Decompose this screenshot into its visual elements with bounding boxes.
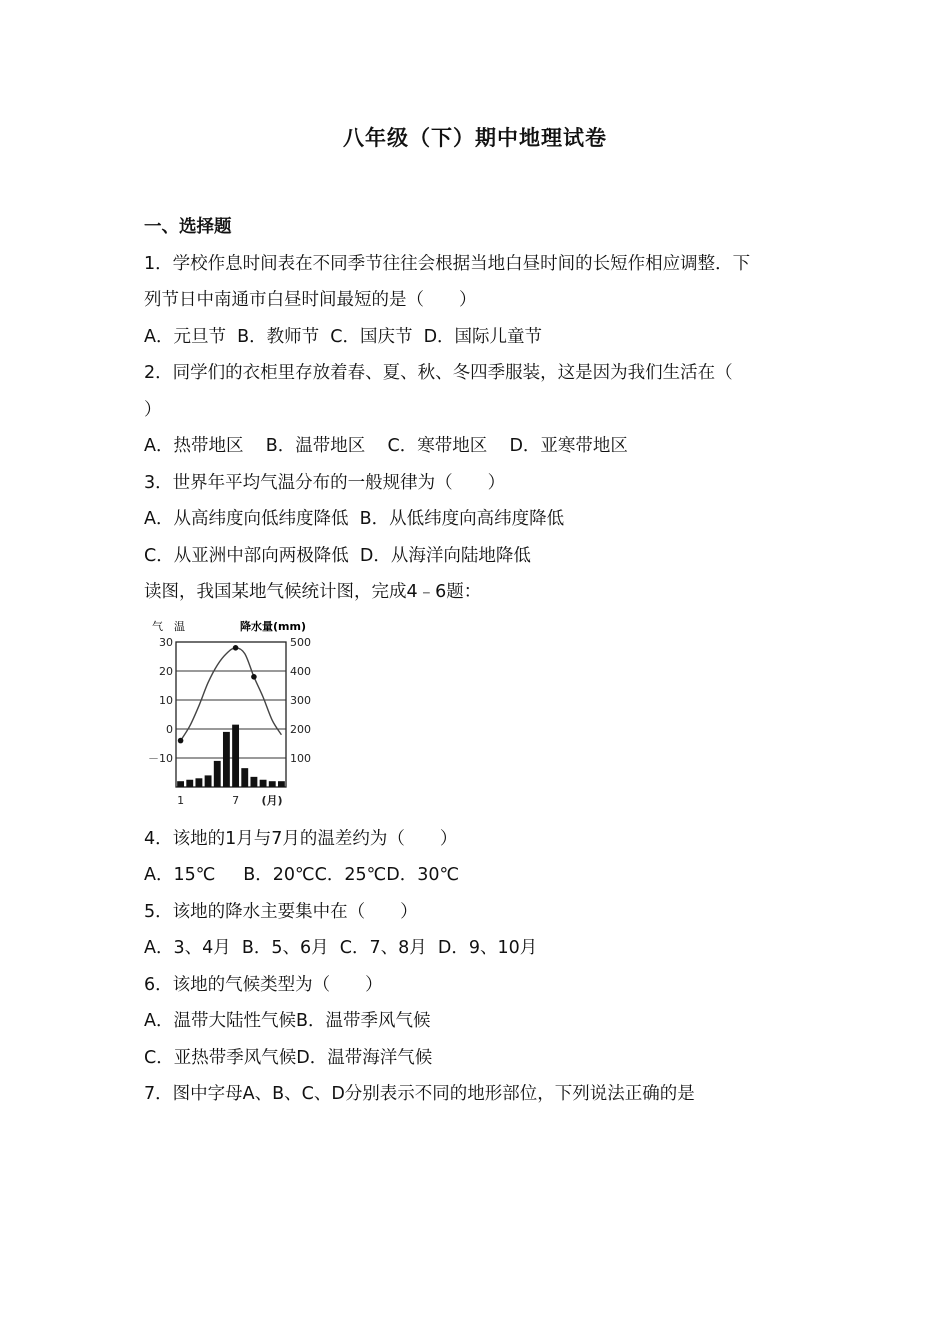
question-line: 7．图中字母A、B、C、D分别表示不同的地形部位，下列说法正确的是 [144,1084,695,1104]
question-line: 3．世界年平均气温分布的一般规律为（ ） [144,473,506,493]
precipitation-tick-label: 400 [290,665,311,678]
temperature-tick-label: 0 [166,723,173,736]
precipitation-bar [250,777,257,787]
options-line: A．元旦节 B．教师节 C．国庆节 D．国际儿童节 [144,327,543,347]
question-line: 5．该地的降水主要集中在（ ） [144,902,418,922]
temperature-axis-label: 气 温 [152,620,185,633]
climate-chart-svg [144,612,334,812]
month-tick-label: (月) [261,794,283,807]
options-line: A．温带大陆性气候B．温带季风气候 [144,1011,431,1031]
precipitation-bar [241,768,248,787]
temperature-point [233,645,239,651]
temperature-tick-label: 10 [159,694,173,707]
options-line: A．3、4月 B．5、6月 C．7、8月 D．9、10月 [144,938,538,958]
temperature-tick-label: －10 [148,752,173,765]
precipitation-tick-label: 200 [290,723,311,736]
question-line: ） [144,400,162,420]
instruction-line: 读图，我国某地气候统计图，完成4﹣6题： [144,582,482,602]
temperature-point [178,738,184,744]
options-line: A．热带地区 B．温带地区 C．寒带地区 D．亚寒带地区 [144,436,628,456]
temperature-curve [181,648,282,741]
precipitation-bar [186,780,193,787]
options-line: C．亚热带季风气候D．温带海洋气候 [144,1048,433,1068]
options-line: A．15℃ B．20℃C．25℃D．30℃ [144,865,460,885]
precipitation-bar [214,761,221,787]
page-title: 八年级（下）期中地理试卷 [343,126,607,150]
precipitation-tick-label: 500 [290,636,311,649]
climate-chart [144,612,334,812]
question-line: 列节日中南通市白昼时间最短的是（ ） [144,290,477,310]
precipitation-axis-label: 降水量(mm) [240,620,306,633]
month-tick-label: 7 [232,794,240,807]
precipitation-bar [278,781,285,787]
precipitation-tick-label: 100 [290,752,311,765]
precipitation-bar [269,781,276,787]
precipitation-bar [205,775,212,787]
temperature-point [251,674,257,680]
question-line: 4．该地的1月与7月的温差约为（ ） [144,829,458,849]
precipitation-bars [177,725,285,787]
question-line: 6．该地的气候类型为（ ） [144,975,383,995]
month-tick-label: 1 [177,794,185,807]
precipitation-bar [177,781,184,787]
options-line: C．从亚洲中部向两极降低 D．从海洋向陆地降低 [144,546,531,566]
temperature-tick-label: 30 [159,636,173,649]
options-line: A．从高纬度向低纬度降低 B．从低纬度向高纬度降低 [144,509,565,529]
temperature-tick-label: 20 [159,665,173,678]
precipitation-bar [260,780,267,787]
question-line: 2．同学们的衣柜里存放着春、夏、秋、冬四季服装，这是因为我们生活在（ [144,363,733,383]
section-heading: 一、选择题 [144,217,232,237]
precipitation-bar [223,732,230,787]
precipitation-tick-label: 300 [290,694,311,707]
precipitation-bar [195,778,202,787]
question-line: 1．学校作息时间表在不同季节往往会根据当地白昼时间的长短作相应调整．下 [144,254,751,274]
precipitation-bar [232,725,239,787]
